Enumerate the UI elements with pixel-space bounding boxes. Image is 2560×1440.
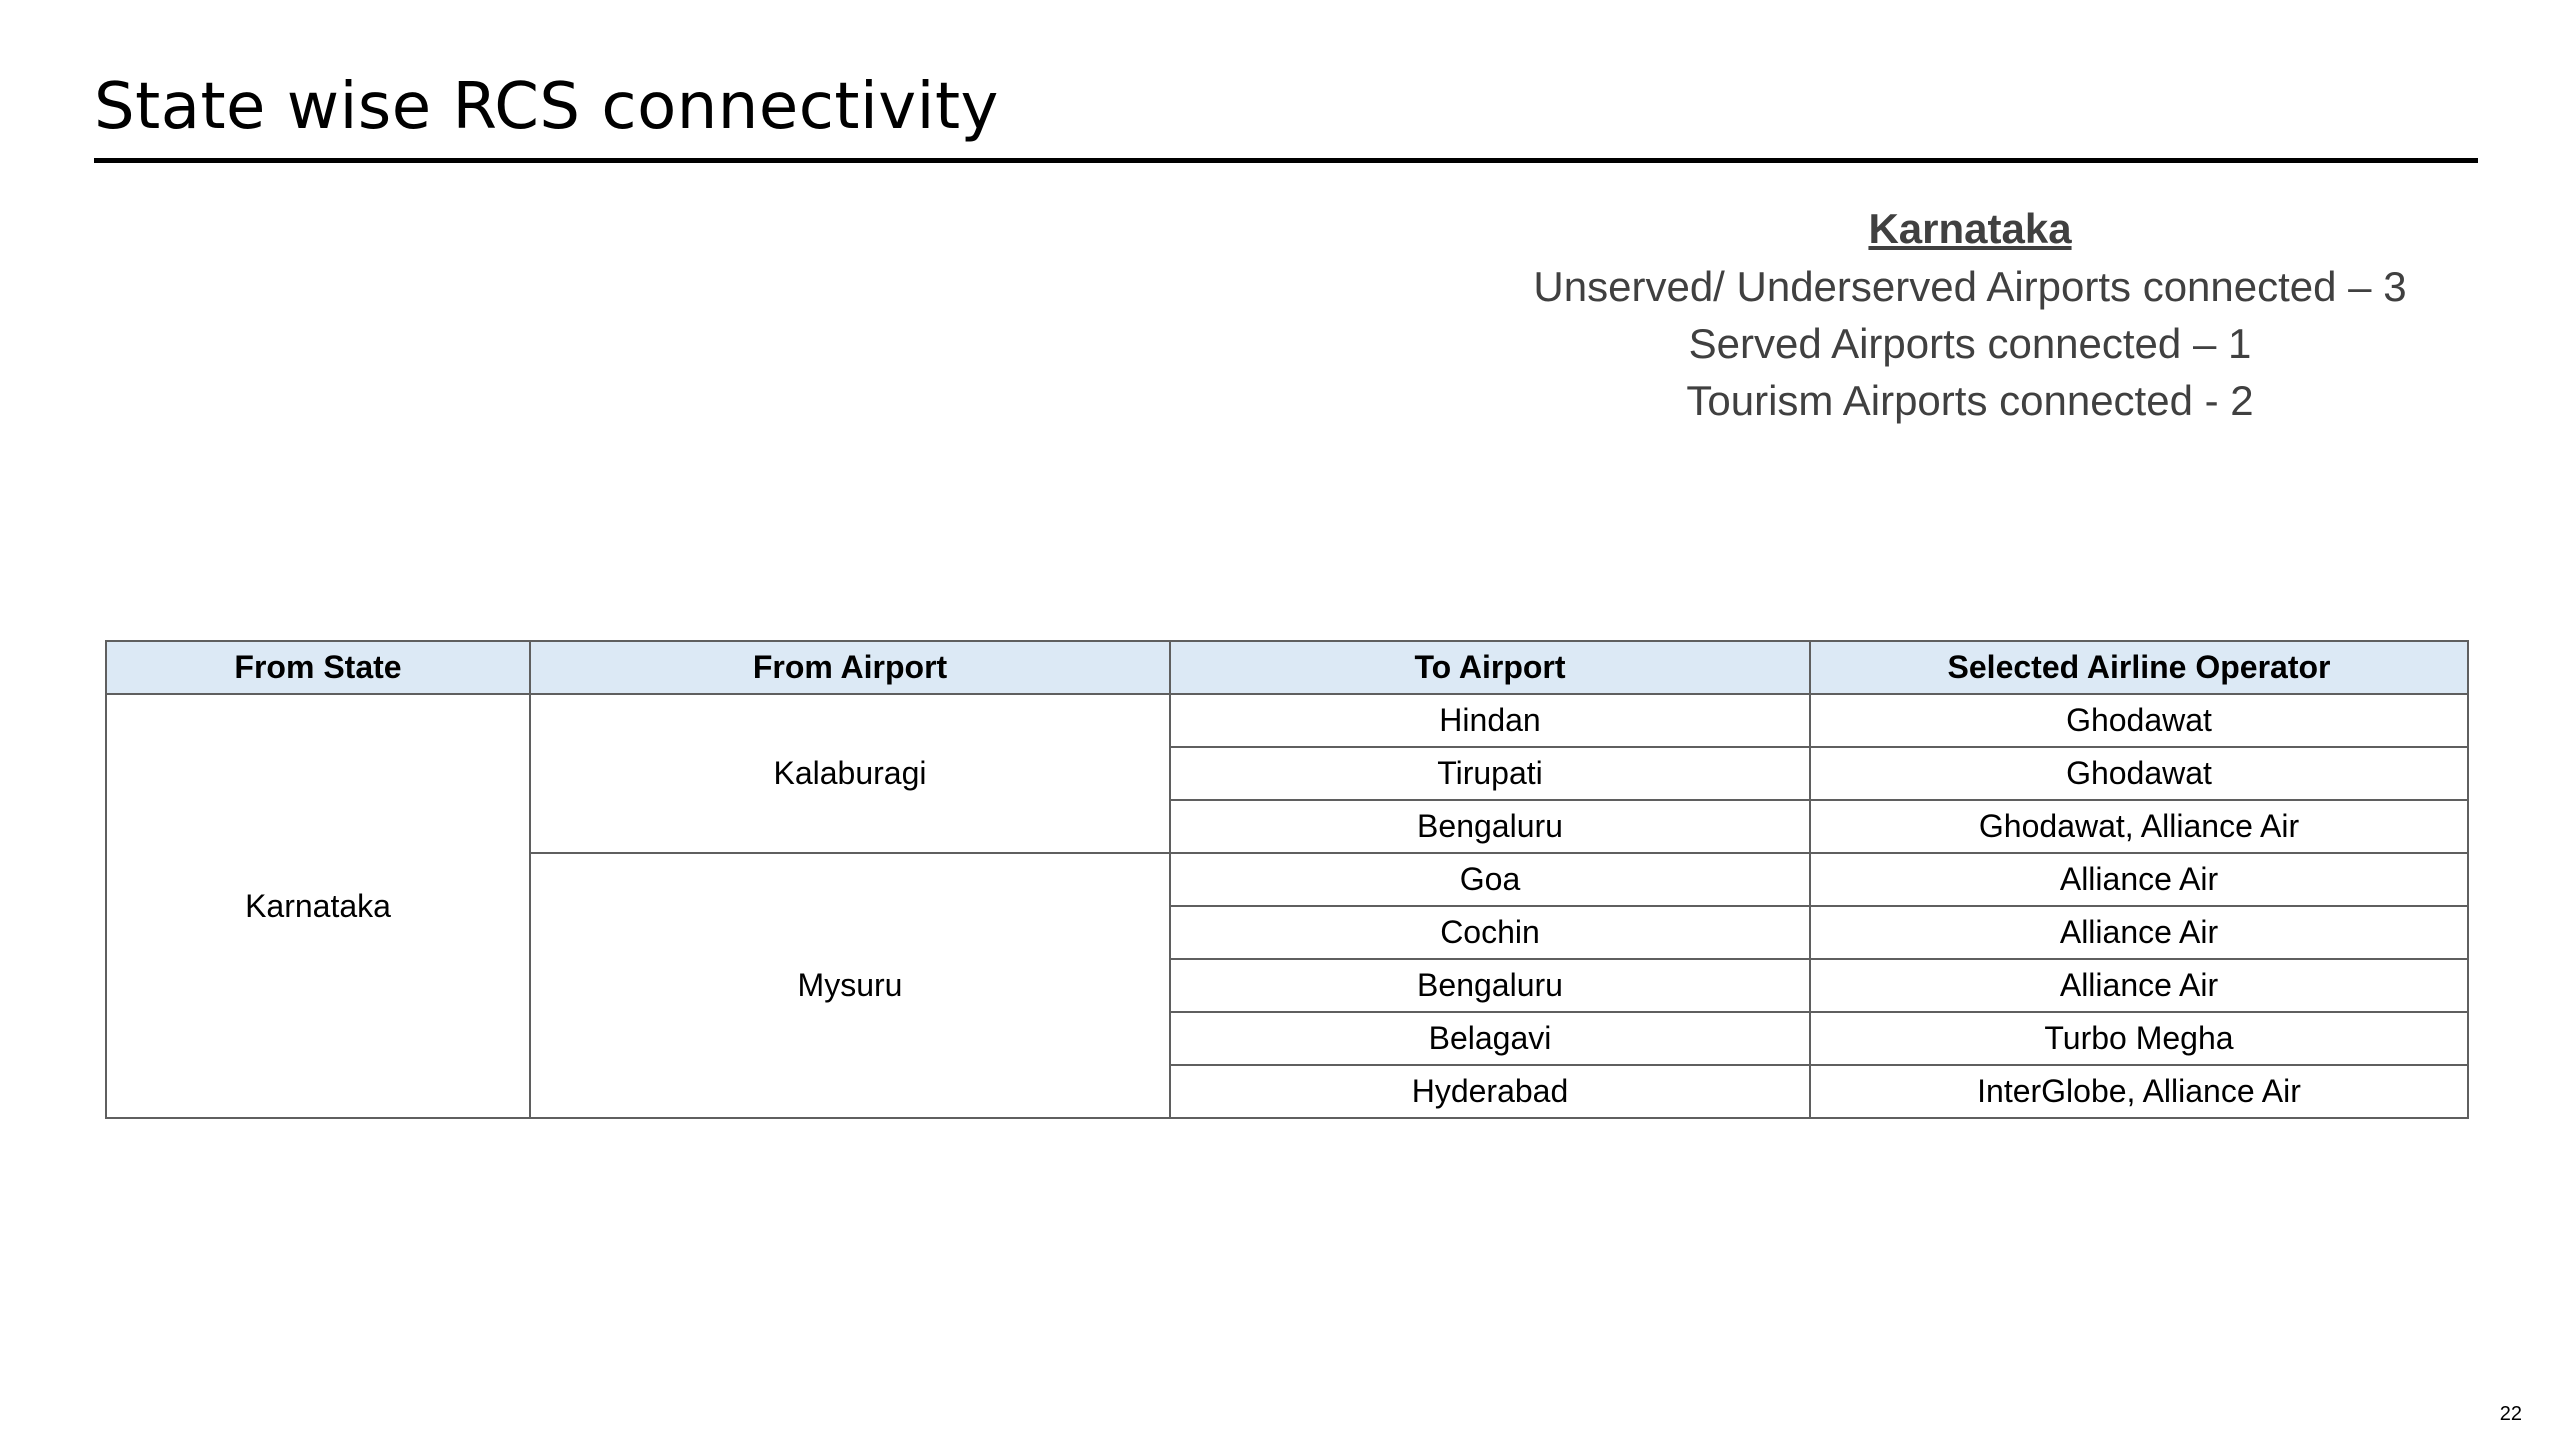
page-number: 22	[2499, 1403, 2522, 1425]
connectivity-table	[105, 640, 2469, 1119]
title-divider	[94, 158, 2478, 163]
summary-unserved-airports: Unserved/ Underserved Airports connected – 3	[1533, 263, 2407, 310]
to-airport-cell: Cochin	[1170, 906, 1810, 959]
operator-cell: Alliance Air	[1810, 853, 2468, 906]
table-row	[106, 694, 2468, 747]
to-airport-cell: Tirupati	[1170, 747, 1810, 800]
header-from-state: From State	[106, 641, 530, 694]
operator-cell: Alliance Air	[1810, 906, 2468, 959]
header-to-airport: To Airport	[1170, 641, 1810, 694]
summary-heading: Karnataka	[1868, 205, 2072, 252]
state-summary	[1380, 200, 2560, 429]
to-airport-cell: Bengaluru	[1170, 800, 1810, 853]
summary-tourism-airports: Tourism Airports connected - 2	[1686, 377, 2254, 424]
operator-cell: Turbo Megha	[1810, 1012, 2468, 1065]
header-from-airport: From Airport	[530, 641, 1170, 694]
slide-title: State wise RCS connectivity	[94, 70, 999, 144]
to-airport-cell: Hindan	[1170, 694, 1810, 747]
operator-cell: Ghodawat	[1810, 747, 2468, 800]
from-state-cell: Karnataka	[106, 694, 530, 1118]
to-airport-cell: Bengaluru	[1170, 959, 1810, 1012]
header-airline-operator: Selected Airline Operator	[1810, 641, 2468, 694]
operator-cell: Alliance Air	[1810, 959, 2468, 1012]
to-airport-cell: Hyderabad	[1170, 1065, 1810, 1118]
from-airport-cell: Kalaburagi	[530, 694, 1170, 853]
operator-cell: Ghodawat	[1810, 694, 2468, 747]
operator-cell: Ghodawat, Alliance Air	[1810, 800, 2468, 853]
to-airport-cell: Goa	[1170, 853, 1810, 906]
table-header-row	[106, 641, 2468, 694]
from-airport-cell: Mysuru	[530, 853, 1170, 1118]
summary-served-airports: Served Airports connected – 1	[1688, 320, 2252, 367]
operator-cell: InterGlobe, Alliance Air	[1810, 1065, 2468, 1118]
to-airport-cell: Belagavi	[1170, 1012, 1810, 1065]
